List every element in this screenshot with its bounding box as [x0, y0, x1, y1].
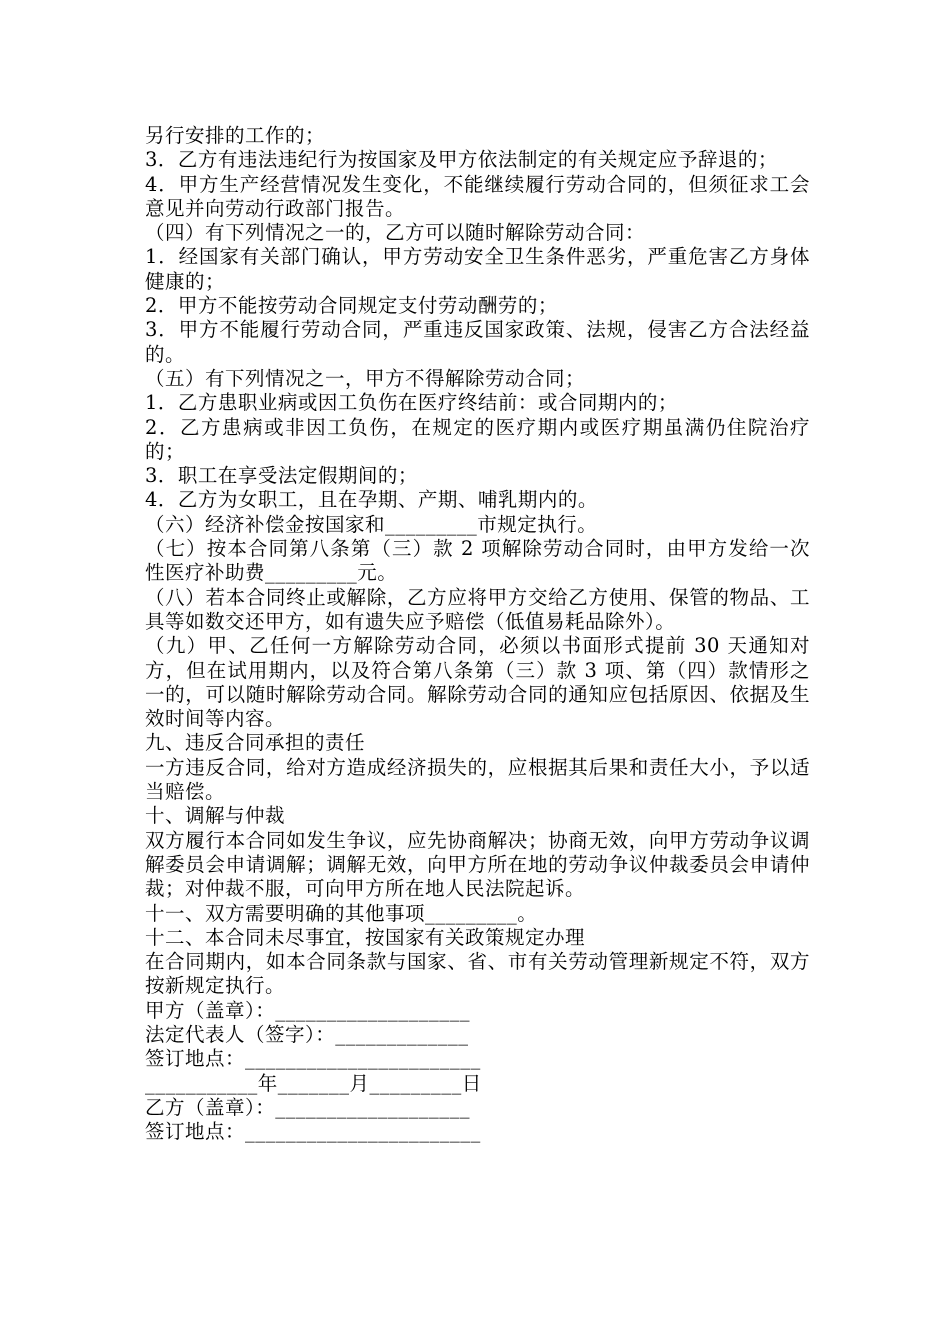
party-a-seal-line: 甲方（盖章）：___________________	[145, 998, 471, 1022]
paragraph: 4．甲方生产经营情况发生变化，不能继续履行劳动合同的，但须征求工会意见并向劳动行政部门报告。	[145, 172, 810, 220]
section-heading: （五）有下列情况之一，甲方不得解除劳动合同；	[145, 366, 586, 390]
section-heading: 十二、本合同未尽事宜，按国家有关政策规定办理	[145, 925, 586, 949]
paragraph: （七）按本合同第八条第（三）款 2 项解除劳动合同时，由甲方发给一次性医疗补助费_________元。	[145, 537, 810, 585]
paragraph: 1．乙方患职业病或因工负伤在医疗终结前：或合同期内的；	[145, 391, 678, 415]
paragraph: 4．乙方为女职工，且在孕期、产期、哺乳期内的。	[145, 488, 598, 512]
paragraph: 2．甲方不能按劳动合同规定支付劳动酬劳的；	[145, 294, 558, 318]
paragraph: 3．职工在享受法定假期间的；	[145, 464, 418, 488]
contract-page	[145, 124, 810, 1144]
paragraph: 双方履行本合同如发生争议，应先协商解决；协商无效，向甲方劳动争议调解委员会申请调解；调解无效，向甲方所在地的劳动争议仲裁委员会申请仲裁；对仲裁不服，可向甲方所在地人民法院起诉。	[145, 828, 810, 901]
paragraph: （九）甲、乙任何一方解除劳动合同，必须以书面形式提前 30 天通知对方，但在试用期内，以及符合第八条第（三）款 3 项、第（四）款情形之一的，可以随时解除劳动合同。解除劳动合同的通知应包括原因、依据及生效时间等内容。	[145, 634, 810, 731]
paragraph: （六）经济补偿金按国家和_________市规定执行。	[145, 512, 598, 536]
party-b-seal-line: 乙方（盖章）：___________________	[145, 1095, 471, 1119]
paragraph: 一方违反合同，给对方造成经济损失的，应根据其后果和责任大小，予以适当赔偿。	[145, 755, 810, 804]
paragraph: 在合同期内，如本合同条款与国家、省、市有关劳动管理新规定不符，双方按新规定执行。	[145, 950, 810, 998]
paragraph: 3．甲方不能履行劳动合同，严重违反国家政策、法规，侵害乙方合法经益的。	[145, 318, 810, 366]
section-heading: 十、调解与仲裁	[145, 804, 286, 828]
section-heading: 九、违反合同承担的责任	[145, 731, 366, 755]
paragraph: （八）若本合同终止或解除，乙方应将甲方交给乙方使用、保管的物品、工具等如数交还甲方，如有遗失应予赔偿（低值易耗品除外）。	[145, 585, 810, 633]
sign-place-b-line: 签订地点：_______________________	[145, 1120, 481, 1144]
paragraph: 另行安排的工作的；	[145, 124, 326, 147]
paragraph: 2．乙方患病或非因工负伤，在规定的医疗期内或医疗期虽满仍住院治疗的；	[145, 415, 810, 463]
paragraph: 1．经国家有关部门确认，甲方劳动安全卫生条件恶劣，严重危害乙方身体健康的；	[145, 245, 810, 293]
paragraph: 3．乙方有违法违纪行为按国家及甲方依法制定的有关规定应予辞退的；	[145, 148, 778, 172]
section-heading: 十一、双方需要明确的其他事项_________。	[145, 901, 538, 925]
date-line: ___________年_______月_________日	[145, 1071, 482, 1095]
signature-block	[145, 999, 810, 1145]
sign-place-a-line: 签订地点：_______________________	[145, 1047, 481, 1071]
legal-rep-signature-line: 法定代表人（签字）：_____________	[145, 1022, 469, 1046]
section-heading: （四）有下列情况之一的，乙方可以随时解除劳动合同：	[145, 221, 646, 245]
